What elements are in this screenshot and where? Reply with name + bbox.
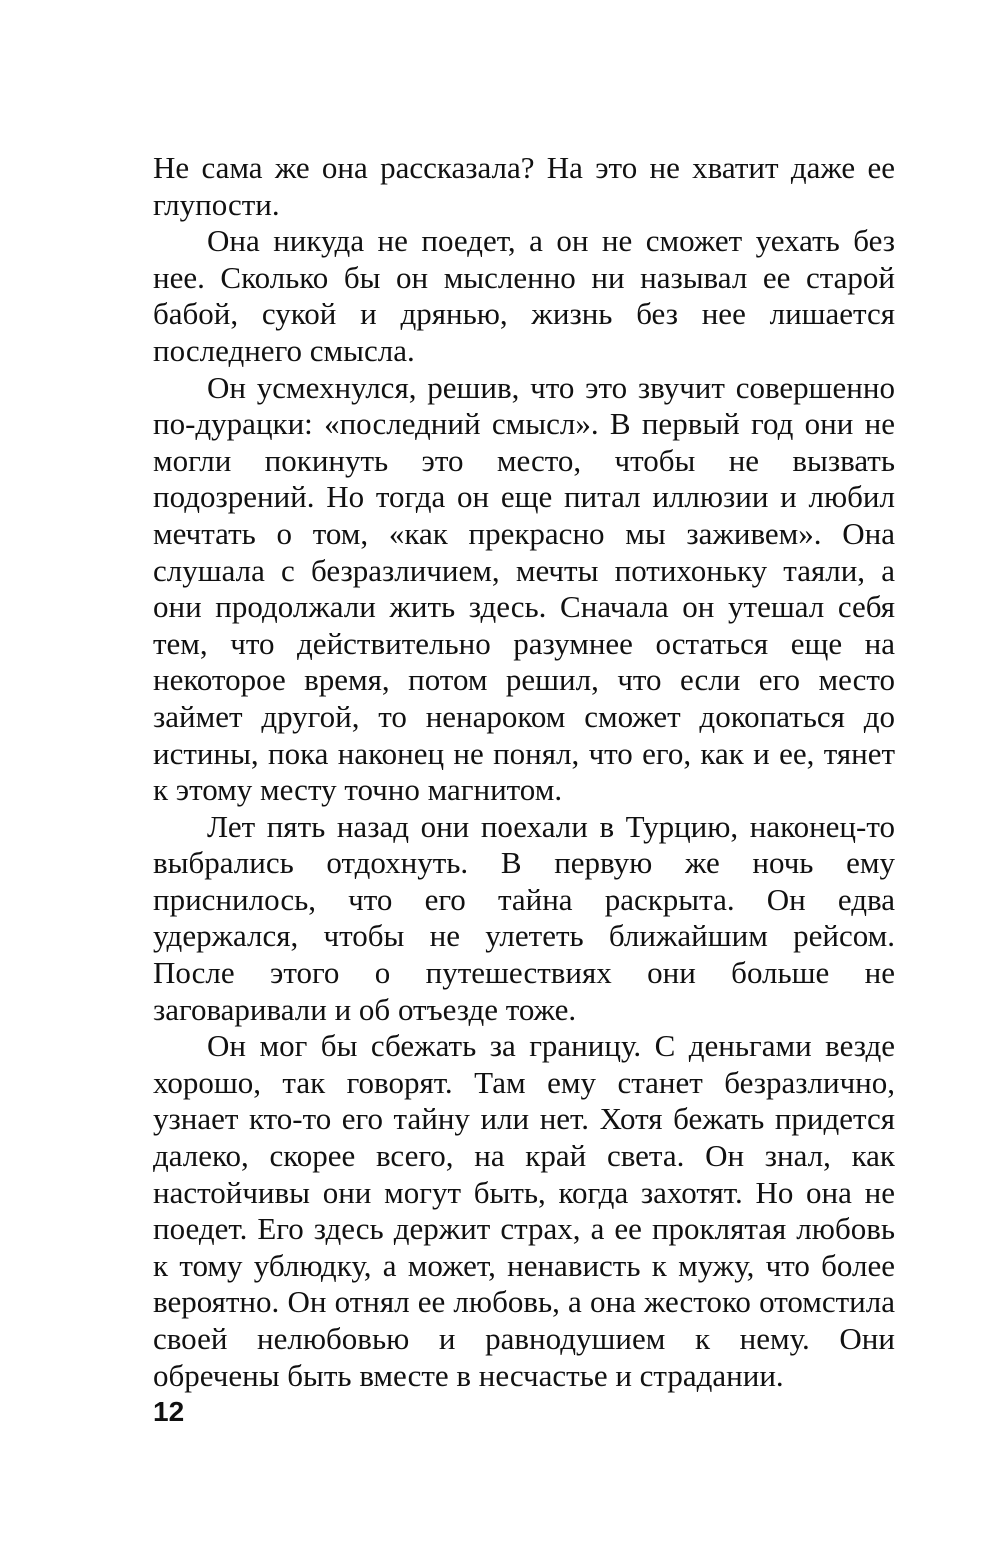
paragraph-5: Он мог бы сбежать за границу. С деньгами везде хорошо, так говорят. Там ему станет безразлично, узнает кто-то его тайну или нет. Хотя бежать придется далеко, скорее всего, на край света. Он знал, как настойчивы они могут быть, когда захотят. Но она не поедет. Его здесь держит страх, а ее проклятая любовь к тому ублюдку, а может, ненависть к мужу, что более вероятно. Он отнял ее любовь, а она жестоко отомстила своей нелюбовью и равнодушием к нему. Они обречены быть вместе в несчастье и страдании. bbox=[153, 1028, 895, 1393]
paragraph-3: Он усмехнулся, решив, что это звучит совершенно по-дурацки: «последний смысл». В первый год они не могли покинуть это место, чтобы не вызвать подозрений. Но тогда он еще питал иллюзии и любил мечтать о том, «как прекрасно мы заживем». Она слушала с безразличием, мечты потихоньку таяли, а они продолжали жить здесь. Сначала он утешал себя тем, что действительно разумнее остаться еще на некоторое время, потом решил, что если его место займет другой, то ненароком сможет докопаться до истины, пока наконец не понял, что его, как и ее, тянет к этому месту точно магнитом. bbox=[153, 369, 895, 808]
body-text bbox=[153, 150, 895, 1394]
paragraph-1: Не сама же она рассказала? На это не хватит даже ее глупости. bbox=[153, 150, 895, 222]
paragraph-4: Лет пять назад они поехали в Турцию, наконец-то выбрались отдохнуть. В первую же ночь ему приснилось, что его тайна раскрыта. Он едва удержался, чтобы не улететь ближайшим рейсом. После этого о путешествиях они больше не заговаривали и об отъезде тоже. bbox=[153, 808, 895, 1027]
paragraph-2: Она никуда не поедет, а он не сможет уехать без нее. Сколько бы он мысленно ни называл ее старой бабой, сукой и дрянью, жизнь без нее лишается последнего смысла. bbox=[153, 223, 895, 368]
page-number: 12 bbox=[153, 1396, 185, 1427]
